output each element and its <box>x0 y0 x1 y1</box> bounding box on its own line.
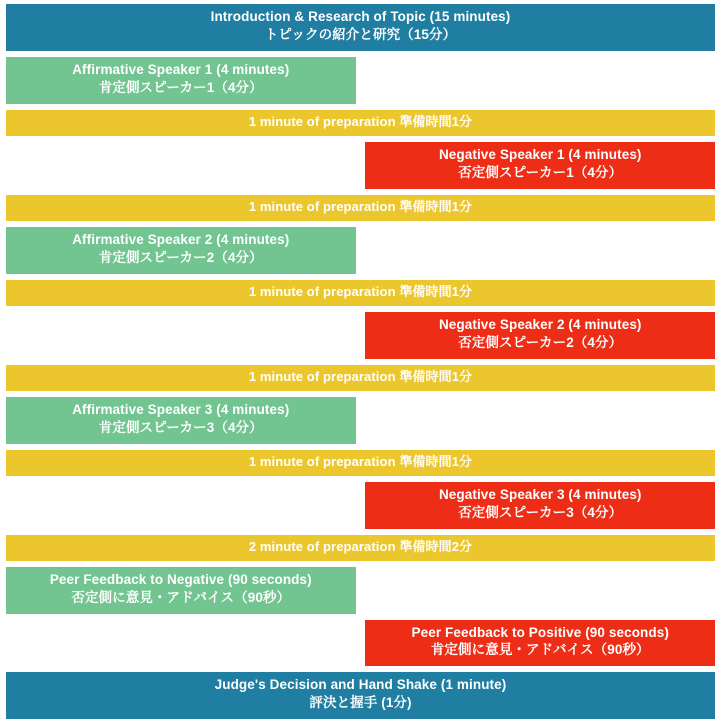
segment-preparation-1 <box>6 110 715 136</box>
segment-label-ja: 評決と握手 (1分) <box>309 695 412 711</box>
segment-label-en: Negative Speaker 2 (4 minutes) <box>438 316 642 332</box>
segment-intro <box>6 4 715 51</box>
segment-label-ja: トピックの紹介と研究（15分） <box>264 26 457 42</box>
segment-label-en: 1 minute of preparation 準備時間1分 <box>248 453 473 469</box>
segment-affirmative-speaker-2 <box>6 227 356 274</box>
timeline-row <box>6 312 715 359</box>
segment-label-en: 1 minute of preparation 準備時間1分 <box>248 283 473 299</box>
timeline-row <box>6 672 715 719</box>
segment-label-en: Negative Speaker 3 (4 minutes) <box>438 486 642 502</box>
segment-preparation-6 <box>6 535 715 561</box>
segment-label-ja: 否定側スピーカー1（4分） <box>458 164 623 180</box>
segment-label-en: Affirmative Speaker 1 (4 minutes) <box>72 61 290 77</box>
segment-negative-speaker-2 <box>365 312 715 359</box>
segment-label-en: Peer Feedback to Positive (90 seconds) <box>411 624 669 640</box>
segment-label-ja: 否定側スピーカー3（4分） <box>458 504 623 520</box>
segment-label-en: Affirmative Speaker 2 (4 minutes) <box>72 231 290 247</box>
segment-preparation-4 <box>6 365 715 391</box>
segment-label-en: 1 minute of preparation 準備時間1分 <box>248 368 473 384</box>
segment-label-en: 1 minute of preparation 準備時間1分 <box>248 198 473 214</box>
timeline-row <box>6 4 715 51</box>
timeline-row <box>6 365 715 391</box>
segment-negative-speaker-1 <box>365 142 715 189</box>
segment-negative-speaker-3 <box>365 482 715 529</box>
segment-label-en: Negative Speaker 1 (4 minutes) <box>438 146 642 162</box>
segment-preparation-5 <box>6 450 715 476</box>
segment-label-ja: 肯定側スピーカー1（4分） <box>98 79 263 95</box>
segment-label-en: Judge's Decision and Hand Shake (1 minute) <box>214 677 507 693</box>
timeline-row <box>6 280 715 306</box>
timeline-row <box>6 110 715 136</box>
segment-preparation-3 <box>6 280 715 306</box>
segment-peer-feedback-positive <box>365 620 715 667</box>
timeline-row <box>6 227 715 274</box>
segment-label-en: Peer Feedback to Negative (90 seconds) <box>49 571 312 587</box>
segment-affirmative-speaker-1 <box>6 57 356 104</box>
timeline-row <box>6 57 715 104</box>
segment-label-ja: 肯定側に意見・アドバイス（90秒） <box>430 642 650 658</box>
segment-label-ja: 否定側スピーカー2（4分） <box>458 334 623 350</box>
segment-label-en: Affirmative Speaker 3 (4 minutes) <box>72 401 290 417</box>
segment-label-en: 2 minute of preparation 準備時間2分 <box>248 538 473 554</box>
segment-label-en: 1 minute of preparation 準備時間1分 <box>248 113 473 129</box>
segment-peer-feedback-negative <box>6 567 356 614</box>
segment-judges-decision <box>6 672 715 719</box>
timeline-row <box>6 482 715 529</box>
timeline-row <box>6 620 715 667</box>
segment-preparation-2 <box>6 195 715 221</box>
segment-label-ja: 否定側に意見・アドバイス（90秒） <box>71 589 291 605</box>
timeline-row <box>6 450 715 476</box>
segment-label-ja: 肯定側スピーカー3（4分） <box>98 419 263 435</box>
timeline-row <box>6 535 715 561</box>
timeline-row <box>6 397 715 444</box>
segment-affirmative-speaker-3 <box>6 397 356 444</box>
segment-label-en: Introduction & Research of Topic (15 minutes) <box>210 9 511 24</box>
timeline-row <box>6 195 715 221</box>
segment-label-ja: 肯定側スピーカー2（4分） <box>98 249 263 265</box>
timeline-row <box>6 567 715 614</box>
timeline-row <box>6 142 715 189</box>
